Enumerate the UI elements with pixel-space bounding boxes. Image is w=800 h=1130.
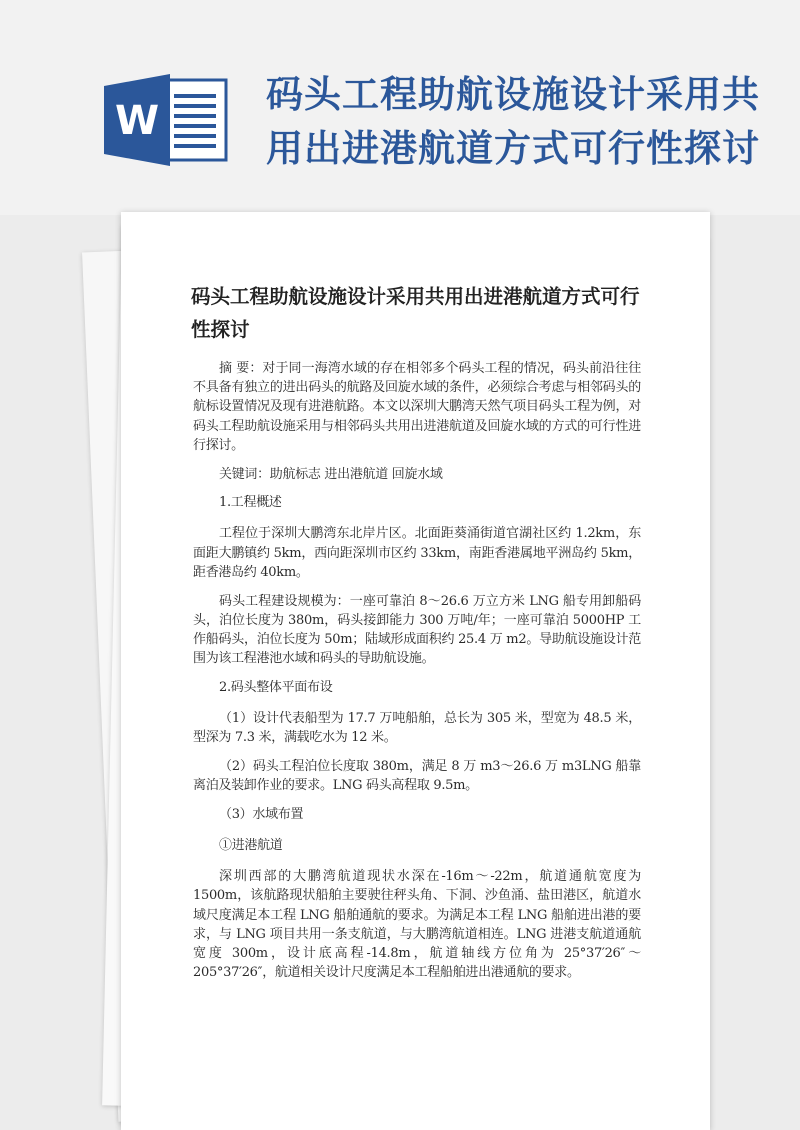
document-page bbox=[121, 212, 710, 1130]
subsection-heading: ①进港航道 bbox=[219, 838, 283, 854]
body-paragraph: 深圳西部的大鹏湾航道现状水深在-16m～-22m，航道通航宽度为 1500m，该航路现状船舶主要驶往秤头角、下洞、沙鱼涌、盐田港区，航道水域尺度满足本工程 LNG 船舶通航的要求。为满足本工程 LNG 船舶进出港的要求，与 LNG 项目共用一条支航道，与大鹏湾航道相连。LNG 进港支航道通航宽度 300m，设计底高程-14.8m，航道轴线方位角为 25°37′26″～205°37′26″，航道相关设计尺度满足本工程船舶进出港通航的要求。 bbox=[193, 869, 641, 981]
keywords-line: 关键词：助航标志 进出港航道 回旋水域 bbox=[219, 466, 443, 482]
list-item: （1）设计代表船型为 17.7 万吨船舶，总长为 305 米，型宽为 48.5 米，型深为 7.3 米，满载吃水为 12 米。 bbox=[193, 711, 641, 746]
section-heading: 2.码头整体平面布设 bbox=[219, 679, 333, 695]
word-document-icon bbox=[104, 74, 232, 166]
header-banner bbox=[0, 0, 800, 215]
body-paragraph: 码头工程建设规模为：一座可靠泊 8～26.6 万立方米 LNG 船专用卸船码头，泊位长度为 380m，码头接卸能力 300 万吨/年；一座可靠泊 5000HP 工作船码头，泊位长度为 50m；陆域形成面积约 25.4 万 m2。导助航设施设计范围为该工程港池水域和码头的导助航设施。 bbox=[193, 593, 641, 667]
word-logo-letter: W bbox=[114, 98, 160, 144]
abstract-paragraph: 摘 要：对于同一海湾水域的存在相邻多个码头工程的情况，码头前沿往往不具备有独立的进出码头的航路及回旋水域的条件，必须综合考虑与相邻码头的航标设置情况及现有进港航路。本文以深圳大鹏湾天然气项目码头工程为例，对码头工程助航设施采用与相邻码头共用出进港航道及回旋水域的方式的可行性进行探讨。 bbox=[193, 361, 641, 453]
document-title: 码头工程助航设施设计采用共用出进港航道方式可行性探讨 bbox=[191, 285, 640, 341]
list-item: （2）码头工程泊位长度取 380m，满足 8 万 m3～26.6 万 m3LNG 船靠离泊及装卸作业的要求。LNG 码头高程取 9.5m。 bbox=[193, 758, 641, 794]
document-body bbox=[193, 359, 641, 992]
body-paragraph: 工程位于深圳大鹏湾东北岸片区。北面距葵涌街道官湖社区约 1.2km，东面距大鹏镇约 5km，西向距深圳市区约 33km，南距香港属地平洲岛约 5km，距香港岛约 40km。 bbox=[193, 526, 641, 580]
list-item: （3）水域布置 bbox=[219, 806, 304, 822]
header-title: 码头工程助航设施设计采用共用出进港航道方式可行性探讨 bbox=[266, 73, 760, 170]
section-heading: 1.工程概述 bbox=[219, 495, 282, 511]
